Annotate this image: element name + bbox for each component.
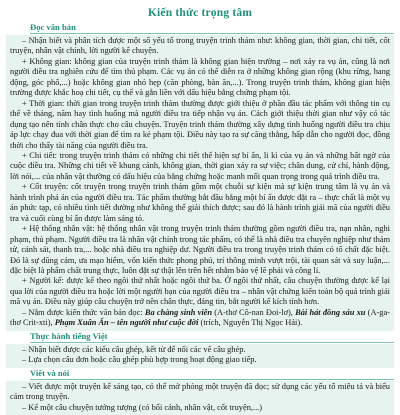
- paragraph: + Chi tiết: trong truyện trinh thám có những chi tiết thể hiện sự bí ẩn, li kì của vụ án và những bất ngờ của cuộc điều tra. Những chi tiết về khung cảnh, không gian, thời gian xảy ra sự việc; chân dung, cử chỉ, hành động, lời nói,... của nhân vật thường có dấu hiệu của bằng chứng hoặc manh mối quan trọng trong quá trình điều tra.: [10, 150, 390, 181]
- paragraph: + Hệ thống nhân vật: hệ thống nhân vật trong truyện trinh thám thường gồm người điều tra, nạn nhân, nghi phạm, thủ phạm. Người điều tra là nhân vật chính trong tác phẩm, có thể là nhà điều tra chuyên nghiệp như thám tử, cảnh sát, thanh tra,... hoặc nhà điều tra nghiệp dư. Người điều tra trong truyện trinh thám có tố chất đặc biệt. Đó là sự dũng cảm, ưa mạo hiểm, vốn kiến thức phong phú, trí thông minh vượt trội, tài quan sát và suy luận,... đặc biệt là phẩm chất trung thực, luôn đặt sự thật lên trên hết nhằm bảo vệ lẽ phải và công lí.: [10, 224, 390, 275]
- paragraph: – Kể một câu chuyện tưởng tượng (có bối cảnh, nhân vật, cốt truyện,...): [22, 402, 263, 412]
- paragraph: – Viết được một truyện kể sáng tạo, có thể mở phỏng một truyện đã đọc; sử dụng các yếu tố miêu tả và biểu cảm trong truyện.: [10, 381, 390, 402]
- section-doc-van-ban: [6, 35, 394, 331]
- paragraph: – Lựa chọn câu đơn hoặc câu ghép phù hợp trong hoạt động giao tiếp.: [22, 355, 257, 365]
- text: (A-thơ Cô-nan Đoi-lơ),: [212, 307, 296, 317]
- text: – Nắm được kiến thức văn bản đọc:: [22, 307, 145, 317]
- paragraph: + Không gian: không gian của truyện trinh thám là không gian hiện trường – nơi xảy ra vụ án, cũng là nơi người điều tra nghiên cứu để tìm thủ phạm. Các vụ án có thể diễn ra ở những không gian rộng (khu rừng, hang động, góc phố,...) hoặc không gian nhỏ hẹp (căn phòng, bàn ăn,...). Trong truyện trinh thám, không gian hiện trường được khắc hoạ chi tiết, cụ thể và gắn liền với dấu hiệu bằng chứng phạm tội.: [10, 56, 390, 98]
- page-title: Kiến thức trọng tâm: [147, 7, 253, 19]
- paragraph: – Nhận biết được các kiểu câu ghép, kết từ để nối các vế câu ghép.: [22, 344, 246, 354]
- section-thuc-hanh: [6, 344, 394, 368]
- paragraph: + Thời gian: thời gian trong truyện trinh thám thường được giới thiệu ở phần đầu tác phẩm với thông tin cụ thể về tháng, năm hay tình huống mà người điều tra tiếp nhận vụ án. Cách giới thiệu thời gian như vậy có tác dụng tạo nên tính chân thực cho câu chuyện. Truyện trinh thám thường xây dựng tình huống người điều tra chịu áp lực chạy đua với thời gian để tìm ra kẻ phạm tội. Điều này tạo ra sự căng thẳng, hấp dẫn cho người đọc, đồng thời cho thấy tài năng của người điều tra.: [10, 98, 390, 150]
- section-heading-thuc-hanh: Thực hành tiếng Việt: [30, 331, 394, 343]
- work-title: Bài hát đồng sáu xu: [295, 307, 366, 317]
- section-heading-viet-va-noi: Viết và nói: [30, 368, 394, 380]
- section-heading-doc-van-ban: Đọc văn bản: [30, 22, 394, 34]
- work-title: Ba chàng sinh viên: [144, 307, 213, 317]
- text: (A-ga-thơ Crit-xti),: [10, 307, 390, 328]
- paragraph-reading-list: [10, 308, 390, 329]
- work-title: Phạm Xuân Ẩn – tên người như cuộc đời: [54, 318, 199, 328]
- section-viet-va-noi: [6, 381, 394, 415]
- title-area: [6, 2, 394, 22]
- paragraph: – Nhận biết và phân tích được một số yếu tố trong truyện trinh thám như: không gian, thời gian, chi tiết, cốt truyện, nhân vật chính, lời người kể chuyện.: [10, 36, 390, 56]
- paragraph: + Cốt truyện: cốt truyện trong truyện trinh thám gồm một chuỗi sự kiện mà sự kiện trung tâm là vụ án và hành trình phá án của người điều tra. Tác phẩm thường bắt đầu bằng một bí ẩn được đặt ra – thực chất là một vụ án phức tạp, có nhiều tình tiết đường như không thể giải thích được; sau đó là hành trình giải mã của người điều tra và cuối cùng bí ẩn được làm sáng tỏ.: [10, 182, 390, 223]
- paragraph: + Người kể: được kể theo ngôi thứ nhất hoặc ngôi thứ ba. Ở ngôi thứ nhất, câu chuyện thường được kể lại qua lời của người điều tra hoặc lời một người bạn của người điều tra – nhân vật chứng kiến toàn bộ quá trình giải mã vụ án. Điều này giúp câu chuyện trở nên chân thực, đáng tin, bắt người kể kích tính hơn.: [10, 276, 390, 307]
- text: (trích, Nguyễn Thị Ngọc Hải).: [198, 318, 303, 328]
